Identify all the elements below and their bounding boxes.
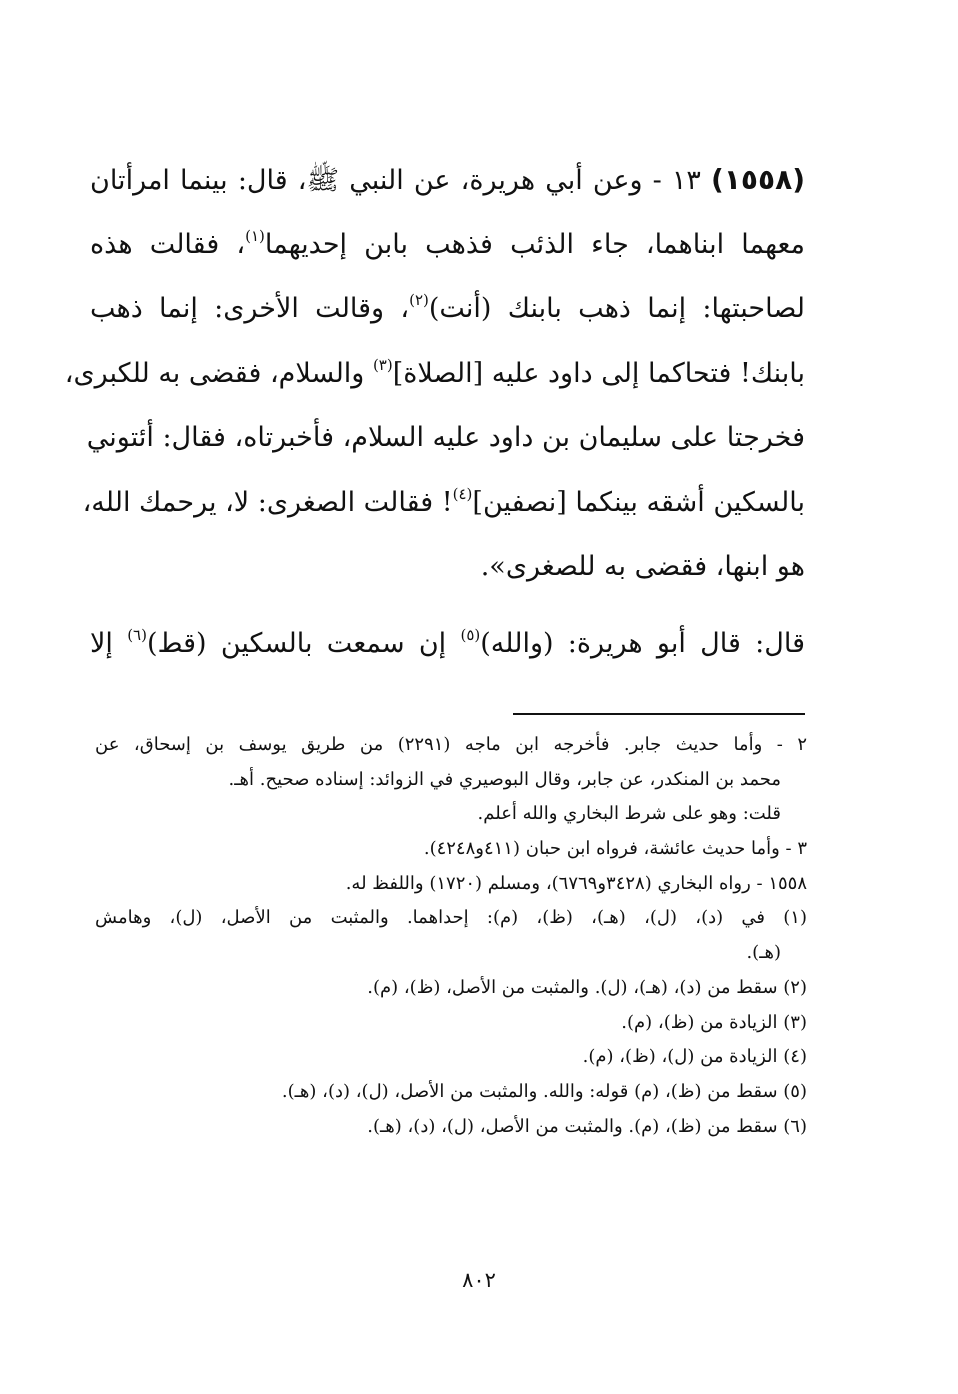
footnote-line: (٣) الزيادة من (ظ)، (م). — [621, 1011, 807, 1033]
footnote-line: (٤) الزيادة من (ل)، (ظ)، (م). — [582, 1046, 807, 1068]
footnote-ref-1[interactable]: (١) — [245, 226, 265, 245]
footnote-ref-4[interactable]: (٤) — [452, 484, 473, 503]
footnote-line: ٢ - وأما حديث جابر. فأخرجه ابن ماجه (٢٢٩١) من طريق يوسف بن إسحاق، عن — [95, 734, 807, 755]
footnote-line: قلت: وهو على شرط البخاري والله أعلم. — [477, 803, 781, 825]
hadith-line-7 — [90, 535, 805, 600]
footnotes — [95, 728, 807, 1144]
hadith-line-8 — [90, 612, 805, 677]
hadith-line-4-tail: والسلام، فقضى به للكبرى، — [64, 357, 373, 389]
footnote-line: ٣ - وأما حديث عائشة، فرواه ابن حبان (٤١١و٤٢٤٨). — [423, 838, 807, 860]
footnote-line: ١٥٥٨ - رواه البخاري (٣٤٢٨و٦٧٦٩)، ومسلم (١٧٢٠) واللفظ له. — [345, 872, 807, 894]
footnote-line: (هـ). — [746, 942, 781, 964]
hadith-number: (١٥٥٨) — [711, 163, 805, 196]
footnote-ref-3[interactable]: (٣) — [372, 355, 393, 374]
hadith-text — [64, 148, 806, 676]
footnote-line: محمد بن المنكدر، عن جابر، وقال البوصيري في الزوائد: إسناده صحيح. أهـ. — [228, 768, 781, 790]
hadith-line-8-text: قال: قال أبو هريرة: (والله) — [480, 627, 806, 659]
hadith-line-2-text: معهما ابناهما، جاء الذئب فذهب بابن إحديهما — [264, 228, 805, 260]
hadith-line-3 — [90, 277, 805, 342]
hadith-line-2 — [90, 213, 805, 278]
hadith-line-7-text: هو ابنها، فقضى به للصغرى». — [480, 551, 805, 582]
hadith-line-8-tail: إلا — [90, 627, 128, 659]
hadith-line-4-text: بابنك! فتحاكما إلى داود عليه [الصلاة] — [392, 357, 805, 389]
hadith-line-2-tail: ، فقالت هذه — [90, 228, 246, 260]
hadith-line-6-tail: ! فقالت الصغرى: لا، يرحمك الله، — [82, 486, 453, 518]
hadith-line-1-text: ١٣ - وعن أبي هريرة، عن النبي ﷺ، قال: بينما امرأتان — [90, 165, 712, 196]
hadith-line-1 — [90, 148, 805, 213]
hadith-line-5-text: فخرجتا على سليمان بن داود عليه السلام، فأخبرتاه، فقال: أئتوني — [86, 422, 805, 453]
hadith-line-6 — [82, 471, 805, 536]
hadith-line-3-tail: ، وقالت الأخرى: إنما ذهب — [90, 293, 410, 324]
hadith-line-5 — [86, 406, 805, 471]
page-number: ٨٠٢ — [462, 1268, 496, 1292]
footnote-ref-6[interactable]: (٦) — [127, 625, 147, 644]
hadith-line-6-text: بالسكين أشقه بينكما [نصفين] — [472, 486, 805, 518]
footnote-line: (٢) سقط من (د)، (هـ)، (ل). والمثبت من الأصل، (ظ)، (م). — [367, 976, 807, 998]
footnote-line: (١) في (د)، (ل)، (هـ)، (ظ)، (م): إحداهما. والمثبت من الأصل، (ل)، وهامش — [95, 907, 807, 929]
footnote-line: (٥) سقط من (ظ)، (م) قوله: والله. والمثبت من الأصل، (ل)، (د)، (هـ). — [281, 1080, 807, 1102]
hadith-line-3-text: لصاحبتها: إنما ذهب بابنك (أنت) — [428, 293, 805, 324]
paragraph-gap — [90, 600, 805, 612]
footnote-separator — [513, 713, 805, 715]
footnote-line: (٦) سقط من (ظ)، (م). والمثبت من الأصل، (ل)، (د)، (هـ). — [367, 1115, 807, 1137]
footnote-ref-5[interactable]: (٥) — [460, 625, 481, 644]
hadith-line-8-mid: إن سمعت بالسكين (قط) — [146, 627, 461, 659]
hadith-line-4 — [64, 342, 805, 407]
footnote-ref-2[interactable]: (٢) — [409, 291, 429, 309]
